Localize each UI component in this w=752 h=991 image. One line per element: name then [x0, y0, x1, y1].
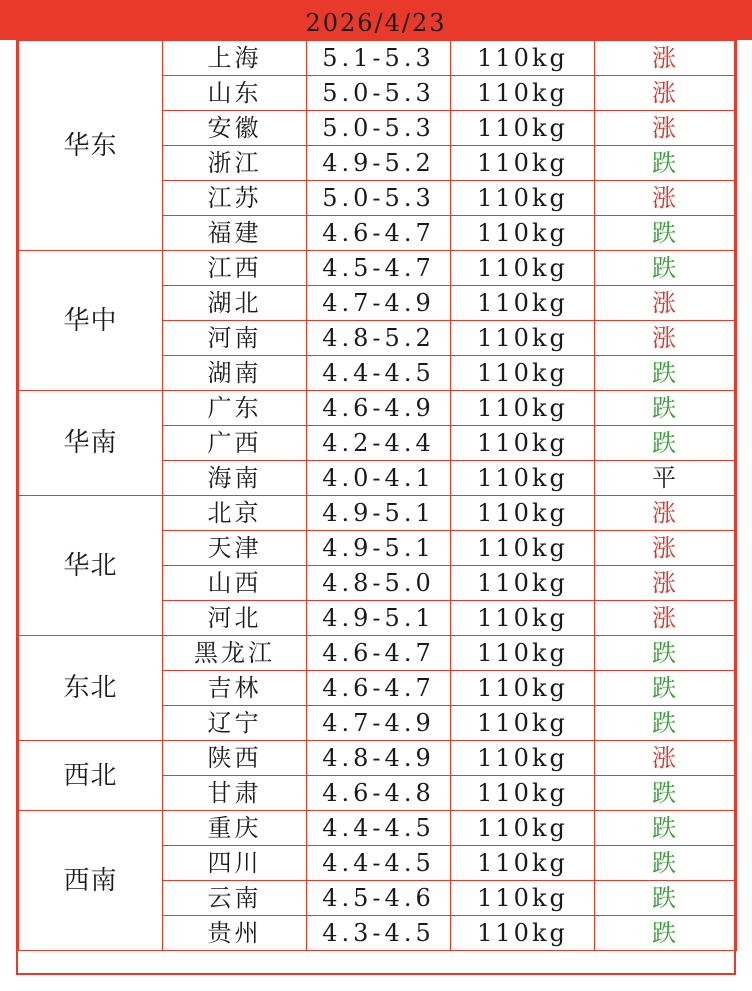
weight-cell: 110kg	[451, 76, 595, 111]
weight-cell: 110kg	[451, 811, 595, 846]
weight-cell: 110kg	[451, 286, 595, 321]
region-cell: 华南	[19, 391, 163, 496]
price-table	[18, 40, 737, 951]
province-cell: 山东	[163, 76, 307, 111]
trend-cell: 涨	[595, 566, 737, 601]
price-cell: 5.1-5.3	[307, 41, 451, 76]
table-row	[19, 811, 737, 846]
weight-cell: 110kg	[451, 636, 595, 671]
province-cell: 广东	[163, 391, 307, 426]
price-cell: 4.6-4.7	[307, 671, 451, 706]
weight-cell: 110kg	[451, 426, 595, 461]
price-cell: 4.6-4.7	[307, 636, 451, 671]
region-cell: 华中	[19, 251, 163, 391]
trend-cell: 涨	[595, 531, 737, 566]
table-row	[19, 41, 737, 76]
weight-cell: 110kg	[451, 566, 595, 601]
trend-cell: 跌	[595, 146, 737, 181]
trend-cell: 跌	[595, 916, 737, 951]
weight-cell: 110kg	[451, 846, 595, 881]
weight-cell: 110kg	[451, 531, 595, 566]
region-cell: 东北	[19, 636, 163, 741]
weight-cell: 110kg	[451, 706, 595, 741]
trend-cell: 跌	[595, 636, 737, 671]
price-cell: 4.9-5.1	[307, 601, 451, 636]
province-cell: 贵州	[163, 916, 307, 951]
header-bar	[0, 0, 752, 40]
region-cell: 西南	[19, 811, 163, 951]
price-cell: 4.8-4.9	[307, 741, 451, 776]
province-cell: 河南	[163, 321, 307, 356]
province-cell: 上海	[163, 41, 307, 76]
trend-cell: 跌	[595, 811, 737, 846]
trend-cell: 跌	[595, 671, 737, 706]
table-row	[19, 741, 737, 776]
weight-cell: 110kg	[451, 776, 595, 811]
province-cell: 浙江	[163, 146, 307, 181]
weight-cell: 110kg	[451, 251, 595, 286]
trend-cell: 平	[595, 461, 737, 496]
price-cell: 4.5-4.6	[307, 881, 451, 916]
province-cell: 重庆	[163, 811, 307, 846]
province-cell: 黑龙江	[163, 636, 307, 671]
province-cell: 陕西	[163, 741, 307, 776]
price-cell: 5.0-5.3	[307, 181, 451, 216]
weight-cell: 110kg	[451, 461, 595, 496]
weight-cell: 110kg	[451, 601, 595, 636]
weight-cell: 110kg	[451, 111, 595, 146]
trend-cell: 跌	[595, 391, 737, 426]
price-cell: 4.7-4.9	[307, 286, 451, 321]
trend-cell: 涨	[595, 76, 737, 111]
province-cell: 云南	[163, 881, 307, 916]
price-cell: 4.0-4.1	[307, 461, 451, 496]
weight-cell: 110kg	[451, 216, 595, 251]
price-cell: 4.9-5.1	[307, 531, 451, 566]
trend-cell: 跌	[595, 776, 737, 811]
weight-cell: 110kg	[451, 321, 595, 356]
province-cell: 北京	[163, 496, 307, 531]
trend-cell: 涨	[595, 111, 737, 146]
trend-cell: 跌	[595, 426, 737, 461]
weight-cell: 110kg	[451, 41, 595, 76]
table-row	[19, 496, 737, 531]
province-cell: 江苏	[163, 181, 307, 216]
province-cell: 湖南	[163, 356, 307, 391]
trend-cell: 涨	[595, 321, 737, 356]
price-cell: 4.8-5.0	[307, 566, 451, 601]
region-cell: 西北	[19, 741, 163, 811]
price-cell: 5.0-5.3	[307, 76, 451, 111]
price-cell: 4.9-5.2	[307, 146, 451, 181]
weight-cell: 110kg	[451, 671, 595, 706]
province-cell: 山西	[163, 566, 307, 601]
trend-cell: 跌	[595, 356, 737, 391]
table-row	[19, 251, 737, 286]
price-cell: 4.3-4.5	[307, 916, 451, 951]
trend-cell: 涨	[595, 41, 737, 76]
province-cell: 湖北	[163, 286, 307, 321]
region-cell: 华北	[19, 496, 163, 636]
price-cell: 4.4-4.5	[307, 811, 451, 846]
province-cell: 吉林	[163, 671, 307, 706]
trend-cell: 跌	[595, 881, 737, 916]
province-cell: 广西	[163, 426, 307, 461]
weight-cell: 110kg	[451, 181, 595, 216]
price-cell: 4.6-4.7	[307, 216, 451, 251]
province-cell: 海南	[163, 461, 307, 496]
weight-cell: 110kg	[451, 881, 595, 916]
region-cell: 华东	[19, 41, 163, 251]
price-table-body	[19, 41, 737, 951]
trend-cell: 涨	[595, 601, 737, 636]
price-cell: 4.6-4.8	[307, 776, 451, 811]
trend-cell: 涨	[595, 741, 737, 776]
table-row	[19, 636, 737, 671]
province-cell: 辽宁	[163, 706, 307, 741]
table-row	[19, 391, 737, 426]
province-cell: 河北	[163, 601, 307, 636]
price-cell: 4.6-4.9	[307, 391, 451, 426]
trend-cell: 涨	[595, 286, 737, 321]
trend-cell: 涨	[595, 496, 737, 531]
price-cell: 4.8-5.2	[307, 321, 451, 356]
province-cell: 甘肃	[163, 776, 307, 811]
price-cell: 5.0-5.3	[307, 111, 451, 146]
weight-cell: 110kg	[451, 496, 595, 531]
weight-cell: 110kg	[451, 356, 595, 391]
weight-cell: 110kg	[451, 916, 595, 951]
province-cell: 天津	[163, 531, 307, 566]
trend-cell: 跌	[595, 706, 737, 741]
weight-cell: 110kg	[451, 146, 595, 181]
report-date: 2026/4/23	[305, 9, 447, 37]
weight-cell: 110kg	[451, 741, 595, 776]
province-cell: 江西	[163, 251, 307, 286]
trend-cell: 跌	[595, 846, 737, 881]
province-cell: 福建	[163, 216, 307, 251]
trend-cell: 涨	[595, 181, 737, 216]
price-cell: 4.7-4.9	[307, 706, 451, 741]
price-cell: 4.4-4.5	[307, 846, 451, 881]
trend-cell: 跌	[595, 216, 737, 251]
province-cell: 四川	[163, 846, 307, 881]
province-cell: 安徽	[163, 111, 307, 146]
price-cell: 4.2-4.4	[307, 426, 451, 461]
weight-cell: 110kg	[451, 391, 595, 426]
price-cell: 4.9-5.1	[307, 496, 451, 531]
trend-cell: 跌	[595, 251, 737, 286]
price-cell: 4.5-4.7	[307, 251, 451, 286]
price-table-container	[16, 40, 736, 975]
price-cell: 4.4-4.5	[307, 356, 451, 391]
